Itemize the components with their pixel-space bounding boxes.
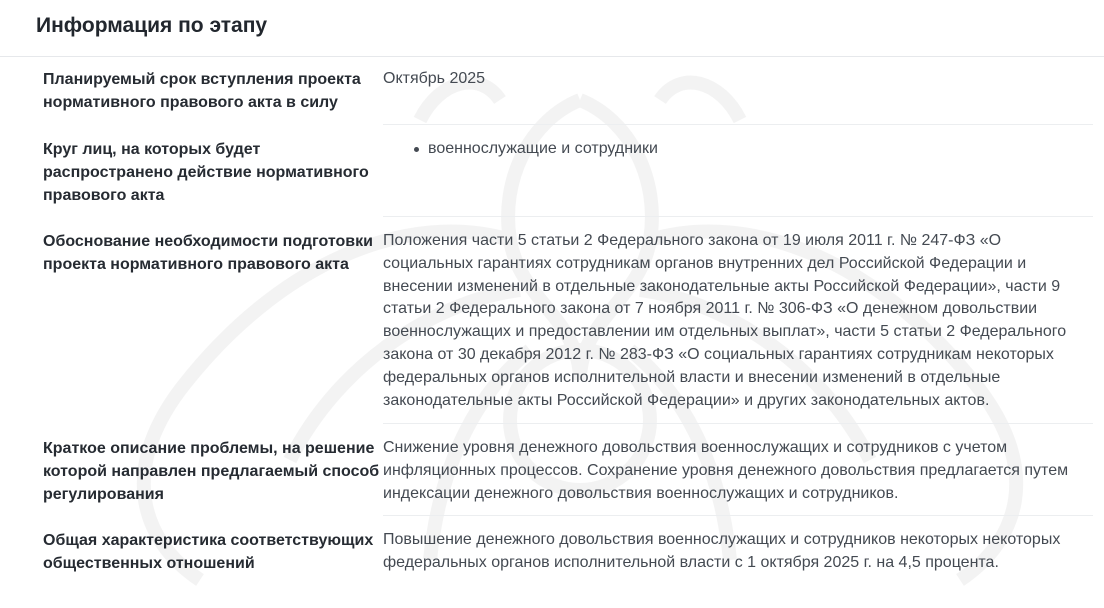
- info-row-affected-persons: [43, 137, 1093, 229]
- info-label: Планируемый срок вступления проекта нормативного правового акта в силу: [43, 71, 361, 111]
- info-row-justification: [43, 229, 1093, 436]
- info-value-text: Положения части 5 статьи 2 Федерального закона от 19 июля 2011 г. № 247-ФЗ «О социальных гарантиях сотрудникам органов внутренних дел Российской Федерации и внесении изменений в отдельные законодательные акты Российской Федерации», части 9 статьи 2 Федерального закона от 7 ноября 2011 г. № 306-ФЗ «О денежном довольствии военнослужащих и предоставлении им отдельных выплат», части 5 статьи 2 Федерального закона от 30 декабря 2012 г. № 283-ФЗ «О социальных гарантиях сотрудникам некоторых федеральных органов исполнительной власти и внесении изменений в отдельные законодательные акты Российской Федерации» и других законодательных актов.: [383, 232, 1067, 409]
- stage-info-table: [43, 67, 1093, 608]
- info-value: [383, 229, 1093, 424]
- info-row-problem-description: [43, 436, 1093, 528]
- info-label: Круг лиц, на которых будет распространено действие нормативного правового акта: [43, 141, 369, 204]
- panel-header: [0, 0, 1104, 57]
- info-row-general-characteristics: [43, 528, 1093, 608]
- info-label: Краткое описание проблемы, на решение которой направлен предлагаемый способ регулирования: [43, 440, 380, 503]
- info-value: [383, 528, 1093, 575]
- info-row-entry-date: [43, 67, 1093, 137]
- bullet-list: [383, 138, 1093, 161]
- info-label: Общая характеристика соответствующих общественных отношений: [43, 532, 374, 572]
- panel-title: Информация по этапу: [36, 14, 268, 37]
- info-value: [383, 67, 1093, 125]
- info-value-text: Снижение уровня денежного довольствия военнослужащих и сотрудников с учетом инфляционных процессов. Сохранение уровня денежного довольствия предлагается путем индексации денежного довольствия военнослужащих и сотрудников.: [383, 439, 1069, 502]
- info-value-text: Октябрь 2025: [383, 70, 486, 87]
- info-value: [383, 137, 1093, 217]
- list-item: военнослужащие и сотрудники: [413, 138, 1093, 161]
- info-value: [383, 436, 1093, 516]
- info-value-text: Повышение денежного довольствия военнослужащих и сотрудников некоторых некоторых федеральных органов исполнительной власти с 1 октября 2025 г. на 4,5 процента.: [383, 531, 1061, 571]
- info-label: Обоснование необходимости подготовки проекта нормативного правового акта: [43, 233, 373, 273]
